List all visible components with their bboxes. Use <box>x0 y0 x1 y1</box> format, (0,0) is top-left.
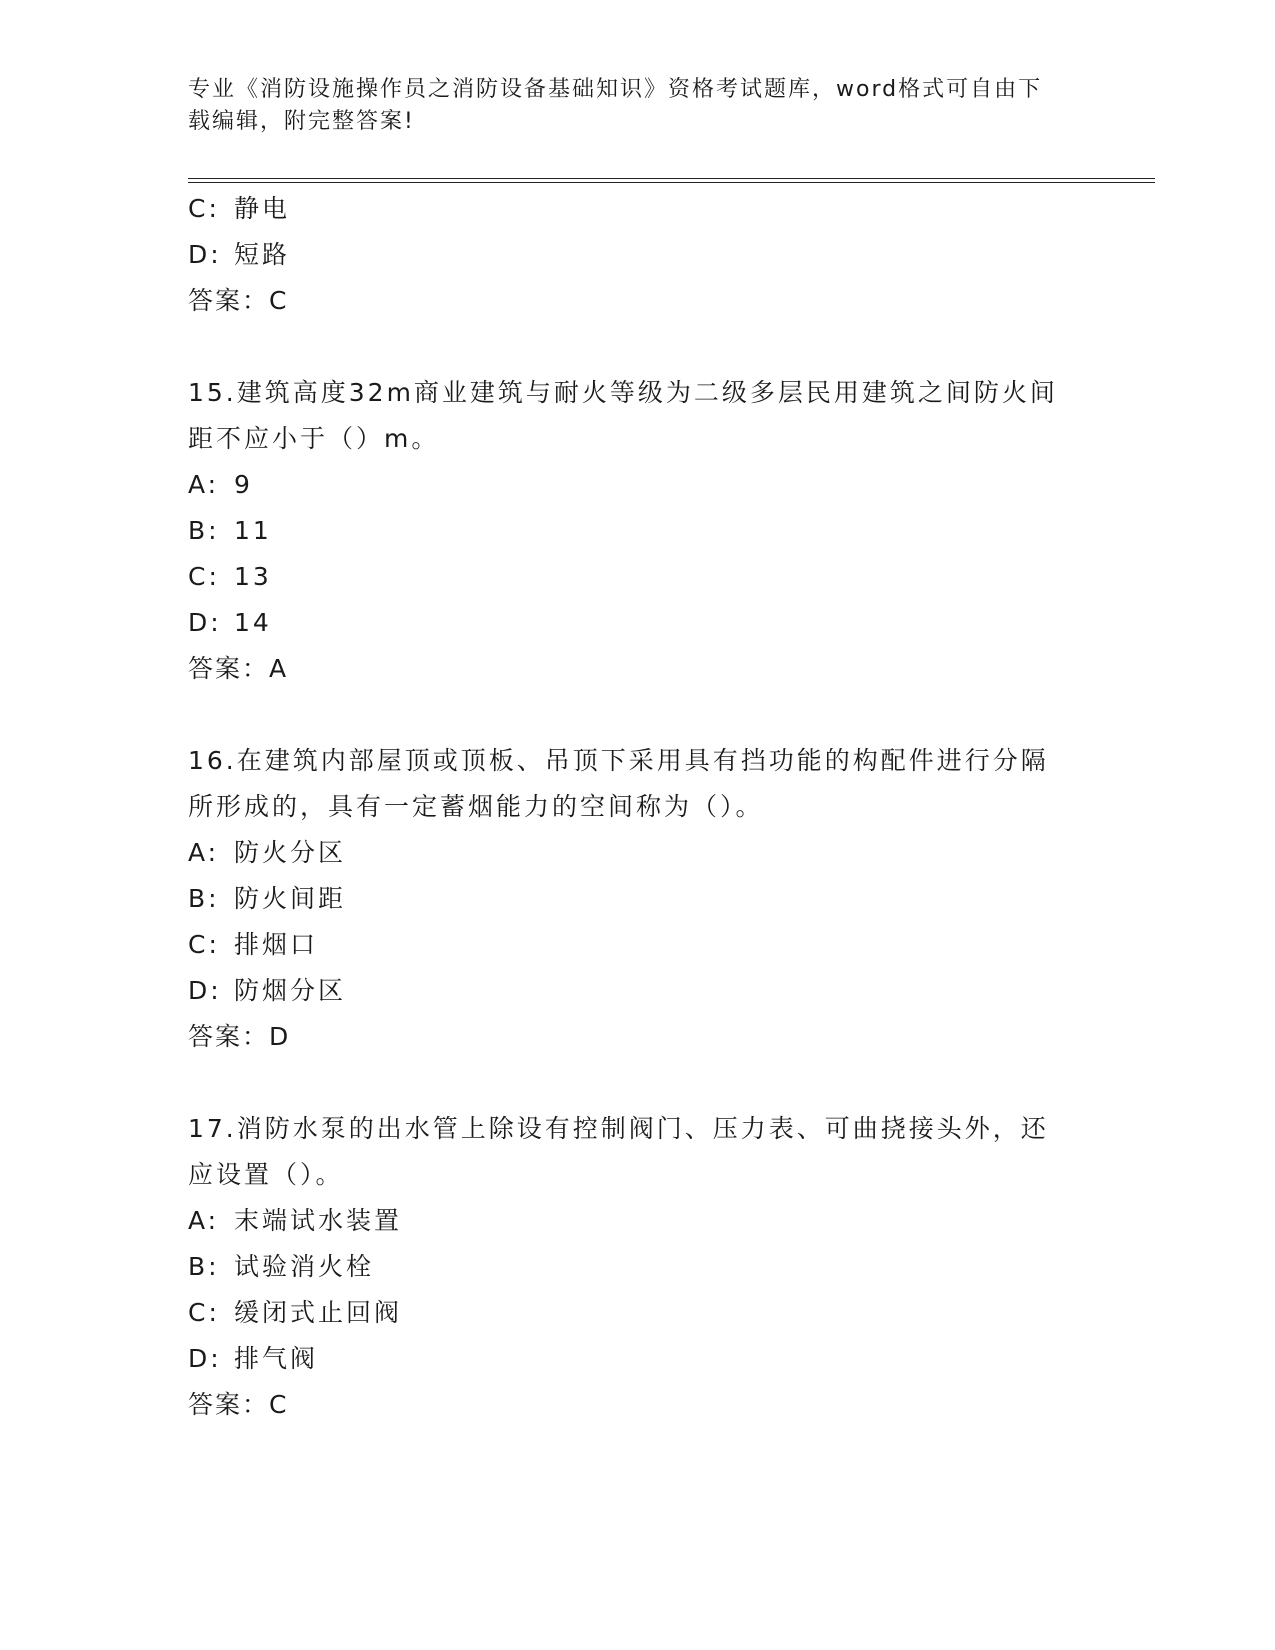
answer-line: 答案：D <box>188 1022 291 1051</box>
answer-line: 答案：C <box>188 1390 289 1419</box>
option-text: 排气阀 <box>234 1344 319 1373</box>
option-row <box>188 186 1088 232</box>
option-letter: B: <box>188 516 220 545</box>
option-text: 静电 <box>234 194 291 223</box>
option-letter: C: <box>188 194 220 223</box>
option-text: 防烟分区 <box>234 976 347 1005</box>
spacer <box>188 692 1088 738</box>
page-header <box>188 74 1088 138</box>
option-letter: A: <box>188 470 220 499</box>
option-letter: D: <box>188 976 222 1005</box>
option-text: 14 <box>234 608 272 637</box>
option-text: 9 <box>234 470 253 499</box>
option-text: 短路 <box>234 240 291 269</box>
option-row <box>188 1290 1088 1336</box>
option-letter: C: <box>188 1298 220 1327</box>
question-stem-line: 17.消防水泵的出水管上除设有控制阀门、压力表、可曲挠接头外，还 <box>188 1114 1049 1143</box>
spacer <box>188 1060 1088 1106</box>
option-row <box>188 232 1088 278</box>
question-stem-line: 所形成的，具有一定蓄烟能力的空间称为（）。 <box>188 792 764 821</box>
header-line-1: 专业《消防设施操作员之消防设备基础知识》资格考试题库，word格式可自由下 <box>188 77 1043 102</box>
option-row <box>188 600 1088 646</box>
answer-line: 答案：C <box>188 286 289 315</box>
option-row <box>188 830 1088 876</box>
option-letter: A: <box>188 838 220 867</box>
option-row <box>188 968 1088 1014</box>
partial-question <box>188 186 1088 324</box>
header-line-2: 载编辑，附完整答案! <box>188 109 415 134</box>
option-text: 缓闭式止回阀 <box>234 1298 403 1327</box>
header-divider <box>188 178 1155 183</box>
option-text: 11 <box>234 516 272 545</box>
question-stem-line: 15.建筑高度32m商业建筑与耐火等级为二级多层民用建筑之间防火间 <box>188 378 1058 407</box>
question-stem-line: 16.在建筑内部屋顶或顶板、吊顶下采用具有挡功能的构配件进行分隔 <box>188 746 1049 775</box>
option-row <box>188 554 1088 600</box>
question-15 <box>188 370 1088 692</box>
option-row <box>188 462 1088 508</box>
option-text: 防火间距 <box>234 884 347 913</box>
option-row <box>188 1244 1088 1290</box>
answer-line: 答案：A <box>188 654 289 683</box>
question-17 <box>188 1106 1088 1428</box>
option-letter: A: <box>188 1206 220 1235</box>
option-row <box>188 1198 1088 1244</box>
option-row <box>188 876 1088 922</box>
option-letter: C: <box>188 562 220 591</box>
option-letter: B: <box>188 884 220 913</box>
option-text: 防火分区 <box>234 838 347 867</box>
option-letter: D: <box>188 1344 222 1373</box>
option-row <box>188 1336 1088 1382</box>
option-text: 末端试水装置 <box>234 1206 403 1235</box>
option-row <box>188 508 1088 554</box>
option-letter: D: <box>188 608 222 637</box>
question-16 <box>188 738 1088 1060</box>
option-letter: D: <box>188 240 222 269</box>
question-stem-line: 距不应小于（）m。 <box>188 424 440 453</box>
question-stem-line: 应设置（）。 <box>188 1160 344 1189</box>
option-row <box>188 922 1088 968</box>
option-letter: C: <box>188 930 220 959</box>
question-list <box>188 186 1088 1428</box>
option-text: 排烟口 <box>234 930 319 959</box>
option-letter: B: <box>188 1252 220 1281</box>
spacer <box>188 324 1088 370</box>
option-text: 试验消火栓 <box>234 1252 375 1281</box>
option-text: 13 <box>234 562 272 591</box>
